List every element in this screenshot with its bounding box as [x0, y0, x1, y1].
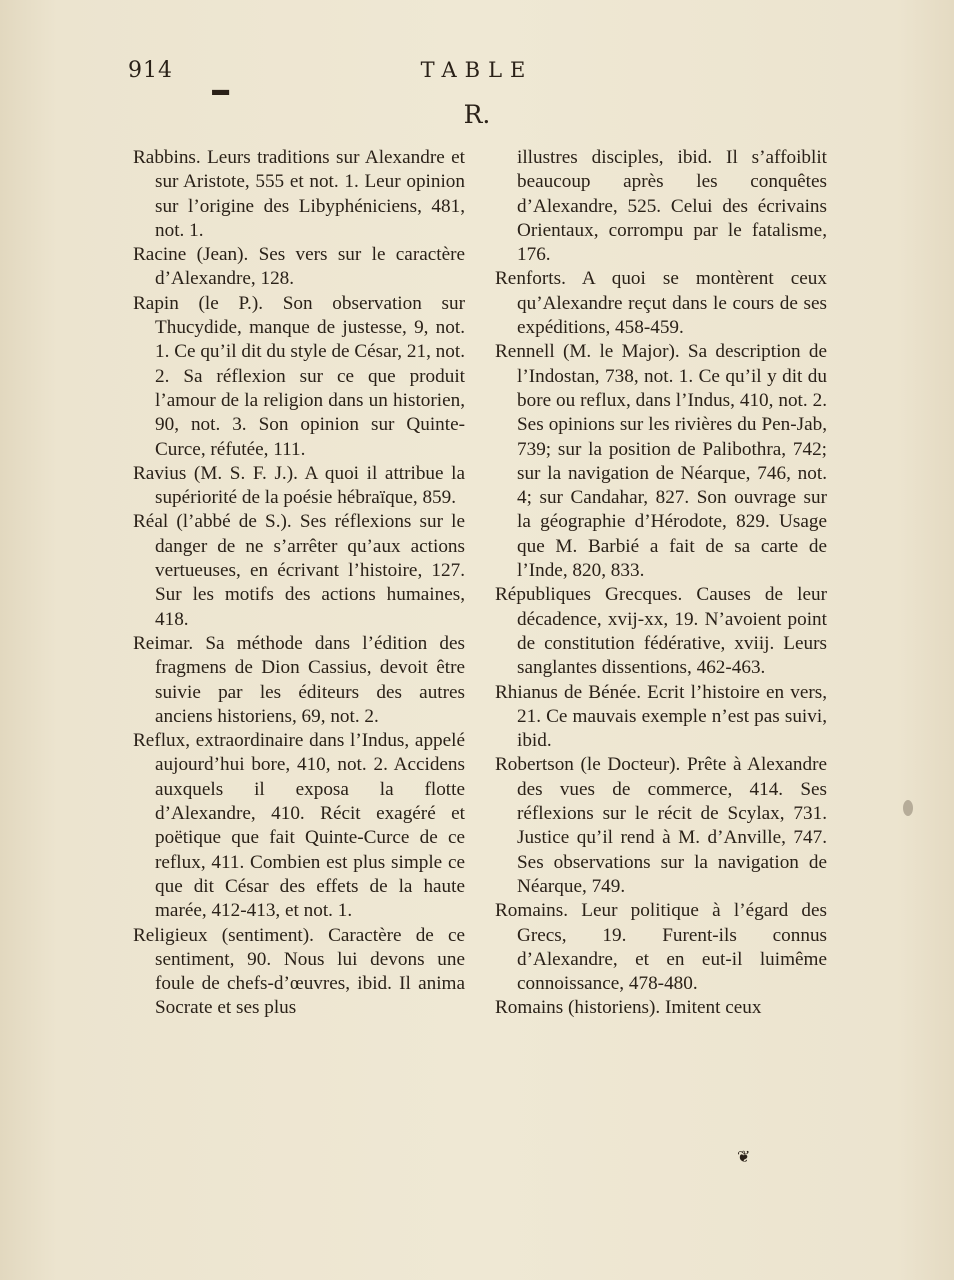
index-entry-romains: Romains. Leur politique à l’égard des Grecs, 19. Furent-ils connus d’Alexandre, et en eut-il luimême connoissance, 478-480.: [495, 900, 827, 995]
index-entry-reflux: Reflux, extraordinaire dans l’Indus, appelé aujourd’hui bore, 410, not. 2. Accidens auxquels il exposa la flotte d’Alexandre, 410. Récit exagéré et poëtique que fait Quinte-Curce de ce reflux, 411. Combien est plus simple ce que dit César des effets de la haute marée, 412-413, et not. 1.: [133, 730, 465, 922]
index-entry-romains-historiens: Romains (historiens). Imitent ceux: [495, 997, 762, 1019]
index-entry-rabbins: Rabbins. Leurs traditions sur Alexandre et sur Aristote, 555 et not. 1. Leur opinion sur l’origine des Libyphéniciens, 481, not. 1.: [133, 147, 465, 241]
index-entry-robertson: Robertson (le Docteur). Prête à Alexandre des vues de commerce, 414. Ses réflexions sur le récit de Scylax, 731. Justice qu’il rend à M. d’Anville, 747. Ses observations sur la navigation de Néarque, 749.: [495, 754, 827, 897]
index-entry-rennell: Rennell (M. le Major). Sa description de l’Indostan, 738, not. 1. Ce qu’il y dit du bore ou reflux, dans l’Indus, 410, not. 2. Ses opinions sur les rivières du Pen-Jab, 739; sur la position de Palibothra, 742; sur la navigation de Néarque, 746, not. 4; sur Candahar, 827. Son ouvrage sur la géographie d’Hérodote, 829. Usage que M. Barbié a fait de sa carte de l’Inde, 820, 833.: [495, 341, 827, 582]
index-entry-racine: Racine (Jean). Ses vers sur le caractère d’Alexandre, 128.: [133, 244, 465, 290]
index-entry-renforts: Renforts. A quoi se montèrent ceux qu’Alexandre reçut dans le cours de ses expéditions, 458-459.: [495, 268, 827, 339]
index-entry-ravius: Ravius (M. S. F. J.). A quoi il attribue la supériorité de la poésie hébraïque, 859.: [133, 462, 465, 509]
index-entry-republiques-grecques: Républiques Grecques. Causes de leur décadence, xvij-xx, 19. N’avoient point de constitution fédérative, xviij. Leurs sanglantes dissentions, 462-463.: [495, 584, 827, 679]
running-title: TABLE: [420, 58, 534, 82]
index-entry-religieux-continued: illustres disciples, ibid. Il s’affoiblit beaucoup après les conquêtes d’Alexandre, 525. Celui des écrivains Orientaux, corrompu par le fatalisme, 176.: [517, 147, 827, 266]
index-entry-religieux: Religieux (sentiment). Caractère de ce sentiment, 90. Nous lui devons une foule de chefs-d’œuvres, ibid. Il anima Socrate et ses plus: [133, 924, 465, 1019]
footer-ornament: ❦: [737, 1147, 751, 1166]
index-entry-reimar: Reimar. Sa méthode dans l’édition des fragmens de Dion Cassius, devoit être suivie par les éditeurs des autres anciens historiens, 69, not. 2.: [133, 632, 465, 727]
page-number: 914: [128, 58, 173, 83]
dash-mark: ▬: [210, 84, 232, 100]
ink-smudge: [903, 800, 913, 816]
index-entry-rhianus: Rhianus de Bénée. Ecrit l’histoire en vers, 21. Ce mauvais exemple n’est pas suivi, ibid.: [495, 681, 827, 752]
index-entry-rapin: Rapin (le P.). Son observation sur Thucydide, manque de justesse, 9, not. 1. Ce qu’il dit du style de César, 21, not. 2. Sa réflexion sur ce que produit l’amour de la religion dans un historien, 90, not. 3. Son opinion sur Quinte-Curce, réfutée, 111.: [133, 292, 465, 460]
right-column: [495, 146, 827, 1021]
section-letter: R.: [463, 100, 491, 129]
left-column: [133, 146, 465, 1021]
index-entry-real: Réal (l’abbé de S.). Ses réflexions sur le danger de ne s’arrêter qu’aux actions vertueuses, en écrivant l’histoire, 127. Sur les motifs des actions humaines, 418.: [133, 511, 465, 630]
